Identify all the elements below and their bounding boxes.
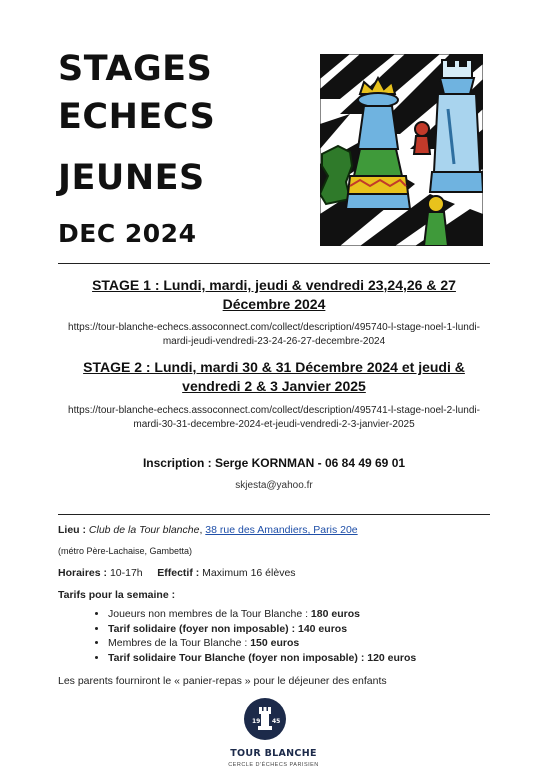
stage2-title: STAGE 2 : Lundi, mardi 30 & 31 Décembre 2024 et jeudi & vendredi 2 & 3 Janvier 2025 <box>83 359 465 394</box>
stage1-title: STAGE 1 : Lundi, mardi, jeudi & vendredi 23,24,26 & 27 Décembre 2024 <box>92 277 456 312</box>
price-item <box>108 636 416 651</box>
club-name: Club de la Tour blanche <box>88 524 200 536</box>
location-label: Lieu : <box>58 524 86 536</box>
inscription-contact: Inscription : Serge KORNMAN - 06 84 49 69 01 <box>142 456 406 470</box>
hours-value: 10-17h <box>109 567 143 579</box>
location-line <box>58 524 358 536</box>
price-item-label: Joueurs non membres de la Tour Blanche : <box>108 608 311 620</box>
title-line-date: DEC 2024 <box>58 219 197 248</box>
price-item-value: 180 euros <box>310 608 360 620</box>
price-item-value: 150 euros <box>250 637 300 649</box>
title-line-stages: STAGES <box>58 49 213 89</box>
stage1-url[interactable]: https://tour-blanche-echecs.assoconnect.com/collect/description/495740-l-stage-noel-1-lundi-mardi-jeudi-vendredi-23-24-26-27-decembre-2024 <box>68 322 480 347</box>
logo-year-left: 19 <box>252 718 261 725</box>
chess-pieces-illustration <box>320 54 483 246</box>
price-item-label: Tarif solidaire (foyer non imposable) : <box>108 622 298 635</box>
capacity-value: Maximum 16 élèves <box>202 567 296 579</box>
hours-line <box>58 567 296 579</box>
logo-name: TOUR BLANCHE <box>230 748 317 759</box>
parents-note: Les parents fourniront le « panier-repas » pour le déjeuner des enfants <box>58 675 387 687</box>
prices-list <box>90 607 416 665</box>
price-item <box>108 651 416 666</box>
divider-bottom <box>58 514 490 515</box>
price-item-label: Tarif solidaire Tour Blanche (foyer non imposable) : <box>108 651 368 664</box>
price-item <box>108 622 416 637</box>
stage2-url[interactable]: https://tour-blanche-echecs.assoconnect.com/collect/description/495741-l-stage-noel-2-lundi-mardi-30-31-decembre-2024-et-jeudi-vendredi-2-3-janvier-2025 <box>68 405 480 430</box>
contact-email[interactable]: skjesta@yahoo.fr <box>235 480 313 491</box>
hours-label: Horaires : <box>58 567 108 579</box>
tour-blanche-logo <box>243 697 287 741</box>
title-line-jeunes: JEUNES <box>58 158 205 198</box>
title-line-echecs: ECHECS <box>58 97 216 137</box>
logo-subtitle: CERCLE D'ÉCHECS PARISIEN <box>228 762 319 768</box>
address-link[interactable]: 38 rue des Amandiers, Paris 20e <box>205 524 358 536</box>
price-item-value: 140 euros <box>298 622 348 635</box>
location-separator: , <box>199 524 203 536</box>
prices-title: Tarifs pour la semaine : <box>58 589 176 601</box>
divider-top <box>58 263 490 264</box>
metro-info: (métro Père-Lachaise, Gambetta) <box>58 546 193 556</box>
price-item <box>108 607 416 622</box>
price-item-value: 120 euros <box>367 651 417 664</box>
price-item-label: Membres de la Tour Blanche : <box>108 637 251 649</box>
logo-year-right: 45 <box>272 718 281 725</box>
capacity-label: Effectif : <box>157 567 200 579</box>
